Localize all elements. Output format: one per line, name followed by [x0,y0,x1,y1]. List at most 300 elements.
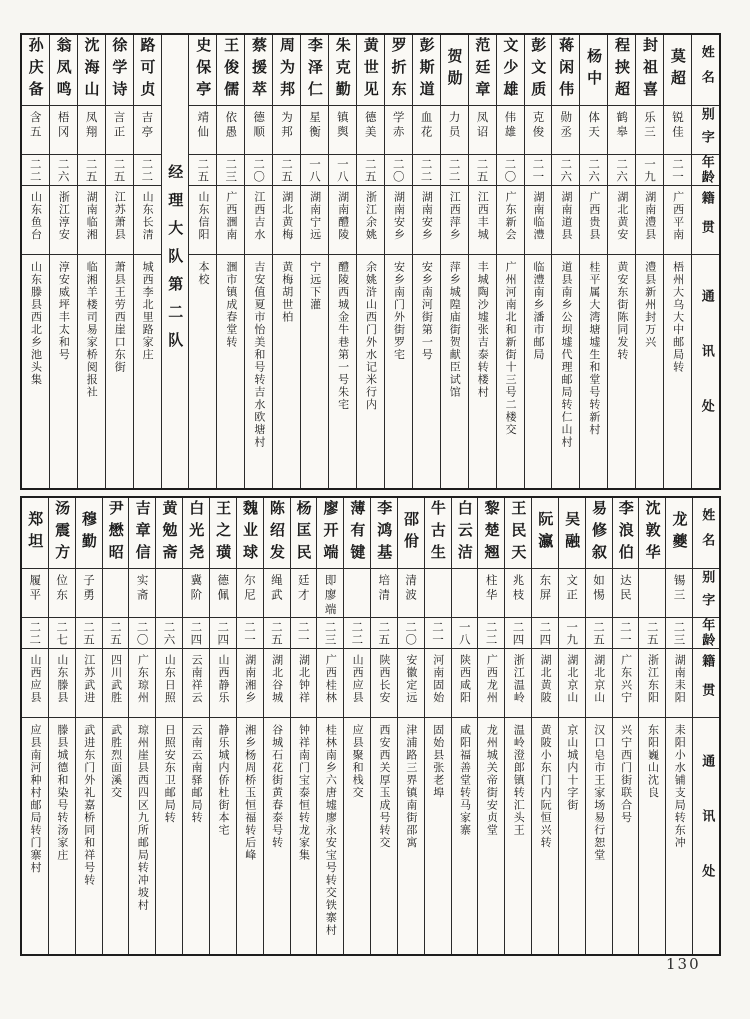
native-place-cell [398,649,424,718]
person-column [183,498,210,954]
name-cell [586,498,612,569]
header-age-label: 年龄 [698,155,714,185]
name-cell [559,498,585,569]
contact-address-cell [264,718,290,954]
person-contact-address: 涠市镇成春堂转 [224,261,238,349]
person-name: 史保亭 [194,37,213,103]
contact-address-cell [210,718,236,954]
name-cell [78,35,105,106]
person-name: 白光尧 [187,500,206,566]
name-cell [183,498,209,569]
person-column [385,35,413,488]
name-cell [22,498,48,569]
contact-address-cell [580,255,607,488]
age-cell [469,155,496,186]
person-courtesy-name: 尔尼 [243,574,258,603]
person-name: 沈敦华 [643,500,662,566]
courtesy-name-cell [666,569,692,618]
name-cell [357,35,384,106]
person-age: 二一 [531,157,546,183]
person-age: 二五 [363,157,378,183]
person-name: 黎楚翘 [482,500,501,566]
person-native-place: 湖南醴陵 [336,191,350,241]
native-place-cell [49,649,75,718]
person-courtesy-name: 凤诏 [475,111,490,140]
person-native-place: 广东新会 [504,191,518,241]
header-name-label: 姓名 [698,45,714,95]
person-name: 王俊儒 [222,37,241,103]
courtesy-name-cell [552,106,579,155]
courtesy-name-cell [425,569,451,618]
age-cell [357,155,384,186]
person-name: 罗折东 [389,37,408,103]
person-courtesy-name: 力员 [447,111,462,140]
age-cell [639,618,665,649]
courtesy-name-cell [469,106,496,155]
person-contact-address: 宁远下灌 [308,261,322,311]
person-name: 沈海山 [82,37,101,103]
courtesy-name-cell [134,106,161,155]
person-native-place: 广西涠南 [224,191,238,241]
native-place-cell [636,186,663,255]
person-name: 杨中 [585,48,604,92]
person-courtesy-name: 实斋 [135,574,150,603]
native-place-cell [357,186,384,255]
person-age: 二三 [224,157,239,183]
contact-address-cell [22,718,48,954]
contact-address-cell [371,718,397,954]
contact-address-cell [217,255,244,488]
person-name: 文少雄 [501,37,520,103]
person-column [559,498,586,954]
name-cell [441,35,468,106]
person-column [245,35,273,488]
person-column [291,498,318,954]
person-native-place: 江西萍乡 [448,191,462,241]
person-age: 二二 [350,620,365,646]
person-column [317,498,344,954]
courtesy-name-cell [103,569,129,618]
person-contact-address: 安乡南河街第一号 [420,261,434,361]
person-name: 彭文质 [529,37,548,103]
person-contact-address: 本校 [196,261,210,286]
contact-address-cell [441,255,468,488]
person-native-place: 湖南临澧 [532,191,546,241]
person-native-place: 浙江东阳 [646,654,660,704]
name-cell [237,498,263,569]
courtesy-name-cell [344,569,370,618]
person-native-place: 广西桂林 [324,654,338,704]
person-native-place: 广东琼州 [136,654,150,704]
native-place-cell [580,186,607,255]
courtesy-name-cell [129,569,155,618]
courtesy-name-cell [183,569,209,618]
native-place-cell [552,186,579,255]
person-column [398,498,425,954]
age-cell [22,618,48,649]
person-age: 二四 [216,620,231,646]
person-column [608,35,636,488]
person-courtesy-name: 依愚 [224,111,239,140]
courtesy-name-cell [580,106,607,155]
person-native-place: 云南祥云 [190,654,204,704]
person-column [49,498,76,954]
native-place-cell [664,186,691,255]
courtesy-name-cell [106,106,133,155]
person-native-place: 江苏武进 [82,654,96,704]
contact-address-cell [497,255,524,488]
header-contact-label: 通讯处 [698,289,714,454]
courtesy-name-cell [78,106,105,155]
age-cell [580,155,607,186]
person-courtesy-name: 克俊 [531,111,546,140]
person-contact-address: 滕县城德和染号转汤家庄 [55,724,69,862]
name-cell [245,35,272,106]
age-cell [49,618,75,649]
name-cell [639,498,665,569]
person-native-place: 广西龙州 [485,654,499,704]
name-cell [385,35,412,106]
contact-address-cell [106,255,133,488]
native-place-cell [156,649,182,718]
person-contact-address: 淳安威坪丰太和号 [57,261,71,361]
native-place-cell [532,649,558,718]
person-column [301,35,329,488]
person-courtesy-name: 绳武 [269,574,284,603]
name-cell [552,35,579,106]
age-cell [245,155,272,186]
contact-address-cell [608,255,635,488]
person-name: 范廷章 [473,37,492,103]
courtesy-name-cell [371,569,397,618]
person-age: 二五 [81,620,96,646]
native-place-cell [586,649,612,718]
person-age: 二三 [323,620,338,646]
person-name: 尹懋昭 [106,500,125,566]
person-contact-address: 余姚浒山西门外水记米行内 [364,261,378,411]
native-place-cell [608,186,635,255]
person-column [425,498,452,954]
name-cell [666,498,692,569]
section-divider-column [162,35,190,488]
age-cell [237,618,263,649]
header-age-cell [692,155,719,186]
person-native-place: 湖北谷城 [270,654,284,704]
person-native-place: 湖南道县 [559,191,573,241]
person-column [273,35,301,488]
contact-address-cell [50,255,77,488]
contact-address-cell [301,255,328,488]
header-native-place-label: 籍贯 [698,191,714,249]
person-contact-address: 咸阳福善堂转马家寨 [458,724,472,837]
person-name: 王民天 [509,500,528,566]
person-name: 封祖喜 [640,37,659,103]
courtesy-name-cell [237,569,263,618]
person-native-place: 广东兴宁 [619,654,633,704]
name-cell [525,35,552,106]
person-name: 易修叙 [589,500,608,566]
age-cell [452,618,478,649]
name-cell [608,35,635,106]
person-courtesy-name: 含五 [28,111,43,140]
person-column [552,35,580,488]
name-cell [50,35,77,106]
person-age: 二三 [672,620,687,646]
age-cell [608,155,635,186]
native-place-cell [413,186,440,255]
person-column [636,35,664,488]
person-age: 二一 [243,620,258,646]
person-courtesy-name: 锐佳 [670,111,685,140]
native-place-cell [291,649,317,718]
courtesy-name-cell [639,569,665,618]
native-place-cell [237,649,263,718]
courtesy-name-cell [264,569,290,618]
person-contact-address: 东阳巍山沈良 [646,724,660,799]
person-age: 二〇 [391,157,406,183]
name-cell [532,498,558,569]
person-name: 吴融 [563,511,582,555]
person-courtesy-name: 凤翔 [84,111,99,140]
courtesy-name-cell [452,569,478,618]
person-column [505,498,532,954]
person-courtesy-name: 为邦 [280,111,295,140]
native-place-cell [478,649,504,718]
native-place-cell [134,186,161,255]
person-courtesy-name: 乐三 [643,111,658,140]
native-place-cell [525,186,552,255]
name-cell [264,498,290,569]
person-contact-address: 京山城内十字街 [565,724,579,812]
age-cell [129,618,155,649]
contact-address-cell [344,718,370,954]
name-cell [49,498,75,569]
contact-address-cell [291,718,317,954]
age-cell [497,155,524,186]
native-place-cell [217,186,244,255]
name-cell [664,35,691,106]
roster-table-bottom [20,496,721,956]
contact-address-cell [245,255,272,488]
person-age: 二五 [84,157,99,183]
name-cell [76,498,102,569]
person-age: 二六 [162,620,177,646]
person-native-place: 山西应县 [29,654,43,704]
courtesy-name-cell [505,569,531,618]
person-column [134,35,162,488]
person-column [613,498,640,954]
native-place-cell [50,186,77,255]
person-native-place: 广西平南 [671,191,685,241]
age-cell [505,618,531,649]
person-courtesy-name: 星衡 [307,111,322,140]
person-contact-address: 澧县新州封万兴 [643,261,657,349]
age-cell [156,618,182,649]
person-native-place: 湖北黄陂 [539,654,553,704]
courtesy-name-cell [217,106,244,155]
contact-address-cell [559,718,585,954]
age-cell [50,155,77,186]
person-native-place: 湖南耒阳 [673,654,687,704]
person-name: 薄有键 [348,500,367,566]
person-contact-address: 云南云南驿邮局转 [190,724,204,824]
contact-address-cell [156,718,182,954]
person-courtesy-name: 言正 [112,111,127,140]
person-contact-address: 兴宁西门街联合号 [619,724,633,824]
contact-address-cell [666,718,692,954]
person-name: 阮瀛 [536,511,555,555]
person-courtesy-name: 兆枝 [511,574,526,603]
person-native-place: 山东信阳 [196,191,210,241]
native-place-cell [273,186,300,255]
person-age: 二一 [430,620,445,646]
name-cell [134,35,161,106]
age-cell [329,155,356,186]
person-age: 二四 [538,620,553,646]
age-cell [532,618,558,649]
contact-address-cell [103,718,129,954]
person-name: 李鸿基 [375,500,394,566]
person-age: 二二 [28,620,43,646]
person-name: 牛古生 [428,500,447,566]
person-age: 二一 [296,620,311,646]
person-contact-address: 静乐城内侨杜街本宅 [216,724,230,837]
contact-address-cell [317,718,343,954]
person-contact-address: 应县南河种村邮局转门寨村 [29,724,43,874]
courtesy-name-cell [525,106,552,155]
person-column [666,498,693,954]
courtesy-name-cell [22,569,48,618]
person-contact-address: 汉口皂市王家场易行恕堂 [592,724,606,862]
contact-address-cell [329,255,356,488]
person-contact-address: 耒阳小水铺支局转东冲 [673,724,687,849]
contact-address-cell [525,255,552,488]
person-column [76,498,103,954]
native-place-cell [497,186,524,255]
courtesy-name-cell [357,106,384,155]
person-courtesy-name: 清波 [404,574,419,603]
person-contact-address: 谷城石花街黄春泰号转 [270,724,284,849]
person-age: 二五 [377,620,392,646]
person-age: 二〇 [135,620,150,646]
header-courtesy-cell [692,106,719,155]
contact-address-cell [183,718,209,954]
person-courtesy-name: 履平 [28,574,43,603]
person-name: 廖开端 [321,500,340,566]
person-contact-address: 津浦路三界镇南街邵寓 [404,724,418,849]
name-cell [22,35,49,106]
person-age: 二二 [419,157,434,183]
name-cell [613,498,639,569]
person-column [189,35,217,488]
person-column [413,35,441,488]
contact-address-cell [505,718,531,954]
native-place-cell [452,649,478,718]
native-place-cell [666,649,692,718]
native-place-cell [183,649,209,718]
person-native-place: 湖北京山 [592,654,606,704]
person-contact-address: 黄梅胡世柏 [280,261,294,324]
person-column [78,35,106,488]
person-name: 白云洁 [455,500,474,566]
person-contact-address: 西安西关厚玉成号转交 [378,724,391,849]
person-name: 蔡援萃 [250,37,269,103]
contact-address-cell [639,718,665,954]
person-name: 陈绍发 [267,500,286,566]
courtesy-name-cell [664,106,691,155]
person-column [371,498,398,954]
person-native-place: 湖北黄梅 [280,191,294,241]
person-name: 黄世见 [361,37,380,103]
age-cell [586,618,612,649]
person-courtesy-name: 即廖端 [323,574,338,618]
person-native-place: 山东日照 [163,654,177,704]
person-native-place: 陕西咸阳 [458,654,472,704]
person-age: 二五 [196,157,211,183]
courtesy-name-cell [586,569,612,618]
person-native-place: 四川武胜 [109,654,123,704]
header-courtesy-label: 别字 [698,107,714,153]
contact-address-cell [425,718,451,954]
courtesy-name-cell [497,106,524,155]
age-cell [441,155,468,186]
person-column [639,498,666,954]
person-native-place: 江西吉水 [252,191,266,241]
person-name: 杨匡民 [294,500,313,566]
person-courtesy-name: 廷才 [296,574,311,603]
courtesy-name-cell [50,106,77,155]
person-name: 莫超 [668,48,687,92]
person-native-place: 山西应县 [351,654,365,704]
courtesy-name-cell [329,106,356,155]
contact-address-cell [613,718,639,954]
person-name: 龙夔 [670,511,689,555]
name-cell [210,498,236,569]
age-cell [301,155,328,186]
person-column [264,498,291,954]
native-place-cell [103,649,129,718]
native-place-cell [22,186,49,255]
person-contact-address: 黄安东街陈同发转 [615,261,629,361]
header-age-cell [693,618,719,649]
name-cell [217,35,244,106]
person-name: 孙庆备 [26,37,45,103]
courtesy-name-cell [317,569,343,618]
person-age: 二五 [112,157,127,183]
age-cell [22,155,49,186]
person-contact-address: 临澧南乡潘市邮局 [532,261,546,361]
header-courtesy-cell [693,569,719,618]
person-contact-address: 丰城陶沙墟张吉泰转楼村 [476,261,490,399]
contact-address-cell [78,255,105,488]
age-cell [291,618,317,649]
person-native-place: 浙江余姚 [364,191,378,241]
person-courtesy-name: 梧冈 [56,111,71,140]
person-contact-address: 桂平属大湾塘墟生和堂号转新村 [587,261,601,436]
person-column [664,35,692,488]
section-divider-label: 经理大队第二队 [166,163,185,360]
person-age: 二五 [475,157,490,183]
native-place-cell [425,649,451,718]
name-cell [317,498,343,569]
age-cell [398,618,424,649]
person-name: 汤震方 [53,500,72,566]
header-contact-label: 通讯处 [699,753,715,919]
contact-address-cell [134,255,161,488]
name-cell [580,35,607,106]
age-cell [210,618,236,649]
person-age: 二二 [484,620,499,646]
